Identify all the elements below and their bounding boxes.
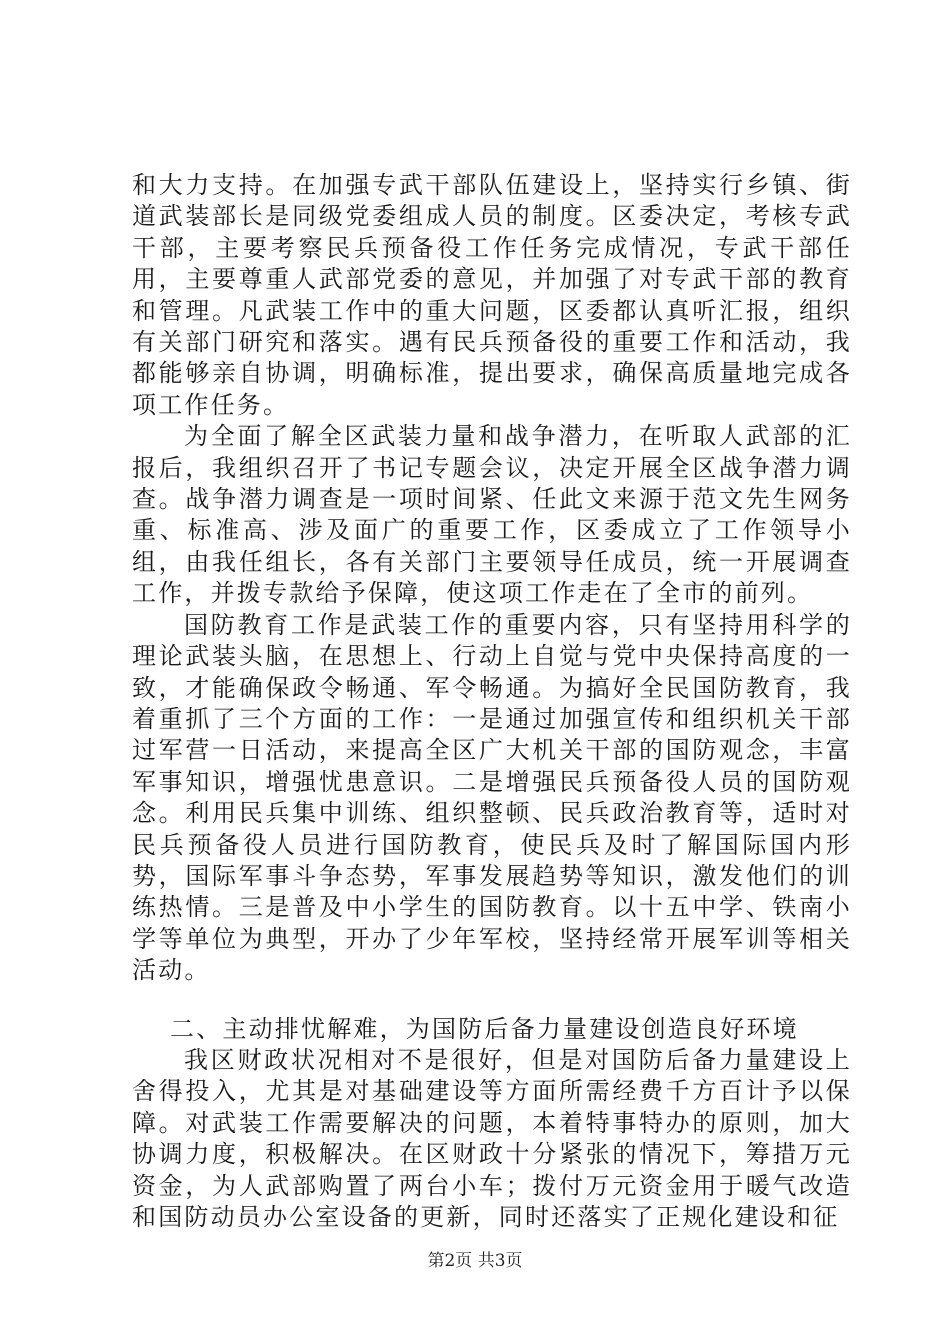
paragraph-war-potential: 为全面了解全区武装力量和战争潜力，在听取人武部的汇报后，我组织召开了书记专题会议，决定开展全区战争潜力调查。战争潜力调查是一项时间紧、任此文来源于范文先生网务重、标准高、涉及面广的重要工作，区委成立了工作领导小组，由我任组长，各有关部门主要领导任成员，统一开展调查工作，并拨专款给予保障，使这项工作走在了全市的前列。 bbox=[132, 422, 852, 608]
paragraph-finance: 我区财政状况相对不是很好，但是对国防后备力量建设上舍得投入，尤其是对基础建设等方面所需经费千方百计予以保障。对武装工作需要解决的问题，本着特事特办的原则，加大协调力度，积极解决。在区财政十分紧张的情况下，筹措万元资金，为人武部购置了两台小车；拨付万元资金用于暖气改造和国防动员办公室设备的更新，同时还落实了正规化建设和征 bbox=[132, 1045, 852, 1231]
page-footer: 第2页 共3页 bbox=[427, 1251, 523, 1271]
section-heading: 二、主动排忧解难，为国防后备力量建设创造良好环境 bbox=[170, 1014, 799, 1043]
paragraph-defense-education: 国防教育工作是武装工作的重要内容，只有坚持用科学的理论武装头脑，在思想上、行动上自觉与党中央保持高度的一致，才能确保政令畅通、军令畅通。为搞好全民国防教育，我着重抓了三个方面的工作：一是通过加强宣传和组织机关干部过军营一日活动，来提高全区广大机关干部的国防观念，丰富军事知识，增强忧患意识。二是增强民兵预备役人员的国防观念。利用民兵集中训练、组织整顿、民兵政治教育等，适时对民兵预备役人员进行国防教育，使民兵及时了解国际国内形势，国际军事斗争态势，军事发展趋势等知识，激发他们的训练热情。三是普及中小学生的国防教育。以十五中学、铁南小学等单位为典型，开办了少年军校，坚持经常开展军训等相关活动。 bbox=[132, 610, 852, 985]
paragraph-continuation: 和大力支持。在加强专武干部队伍建设上，坚持实行乡镇、街道武装部长是同级党委组成人员的制度。区委决定，考核专武干部，主要考察民兵预备役工作任务完成情况，专武干部任用，主要尊重人武部党委的意见，并加强了对专武干部的教育和管理。凡武装工作中的重大问题，区委都认真听汇报，组织有关部门研究和落实。遇有民兵预备役的重要工作和活动，我都能够亲自协调，明确标准，提出要求，确保高质量地完成各项工作任务。 bbox=[132, 171, 852, 419]
document-body bbox=[132, 170, 852, 1233]
